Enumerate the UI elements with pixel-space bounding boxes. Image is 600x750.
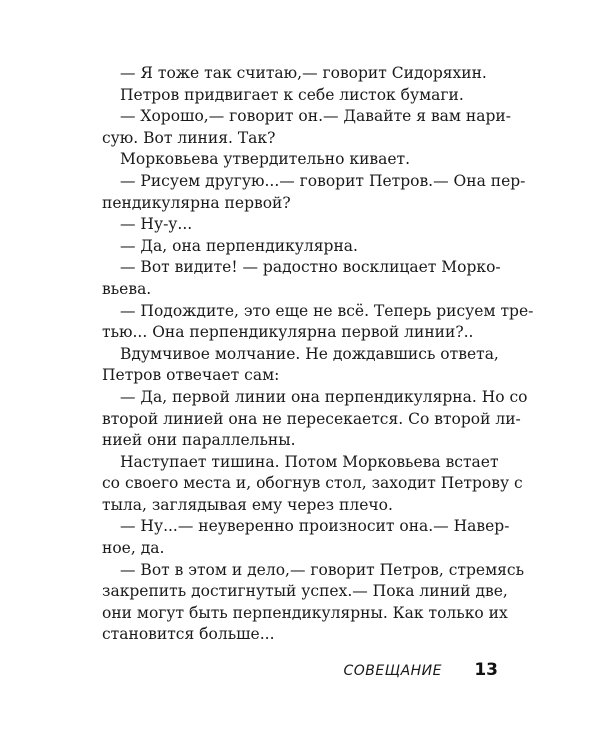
text-line: закрепить достигнутый успех.— Пока линий две, (102, 582, 508, 601)
text-line: ное, да. (102, 539, 165, 558)
text-line: — Ну-у... (120, 215, 193, 234)
text-line: нией они параллельны. (102, 431, 296, 450)
text-line: второй линией она не пересекается. Со второй ли- (102, 409, 521, 428)
text-line: со своего места и, обогнув стол, заходит Петрову с (102, 474, 523, 493)
text-line: тью... Она перпендикулярна первой линии?.. (102, 323, 474, 342)
text-line: Петров придвигает к себе листок бумаги. (120, 85, 464, 104)
text-line: тыла, заглядывая ему через плечо. (102, 495, 393, 514)
text-line: они могут быть перпендикулярны. Как только их (102, 603, 508, 622)
text-line: — Да, она перпендикулярна. (120, 236, 358, 255)
text-line: пендикулярна первой? (102, 193, 291, 212)
page-number: 13 (474, 660, 498, 680)
page-footer (102, 660, 498, 684)
text-line: становится больше... (102, 625, 275, 644)
text-line: — Рисуем другую...— говорит Петров.— Она пер- (120, 171, 526, 190)
text-line: — Ну...— неуверенно произносит она.— Навер- (120, 517, 510, 536)
text-line: — Да, первой линии она перпендикулярна. Но со (120, 387, 528, 406)
running-title: СОВЕЩАНИЕ (343, 663, 442, 679)
text-line: сую. Вот линия. Так? (102, 128, 276, 147)
text-line: — Подождите, это еще не всё. Теперь рисуем тре- (120, 301, 534, 320)
text-line: Морковьева утвердительно кивает. (120, 150, 411, 169)
text-line: — Вот в этом и дело,— говорит Петров, стремясь (120, 560, 525, 579)
text-line: Наступает тишина. Потом Морковьева встает (120, 452, 499, 471)
text-line: — Вот видите! — радостно восклицает Морко- (120, 258, 501, 277)
text-line: — Хорошо,— говорит он.— Давайте я вам нари- (120, 107, 511, 126)
body-text (102, 63, 534, 646)
text-line: Вдумчивое молчание. Не дождавшись ответа, (120, 344, 499, 363)
text-line: вьева. (102, 279, 152, 298)
text-line: Петров отвечает сам: (102, 366, 280, 385)
text-line: — Я тоже так считаю,— говорит Сидоряхин. (120, 64, 487, 82)
